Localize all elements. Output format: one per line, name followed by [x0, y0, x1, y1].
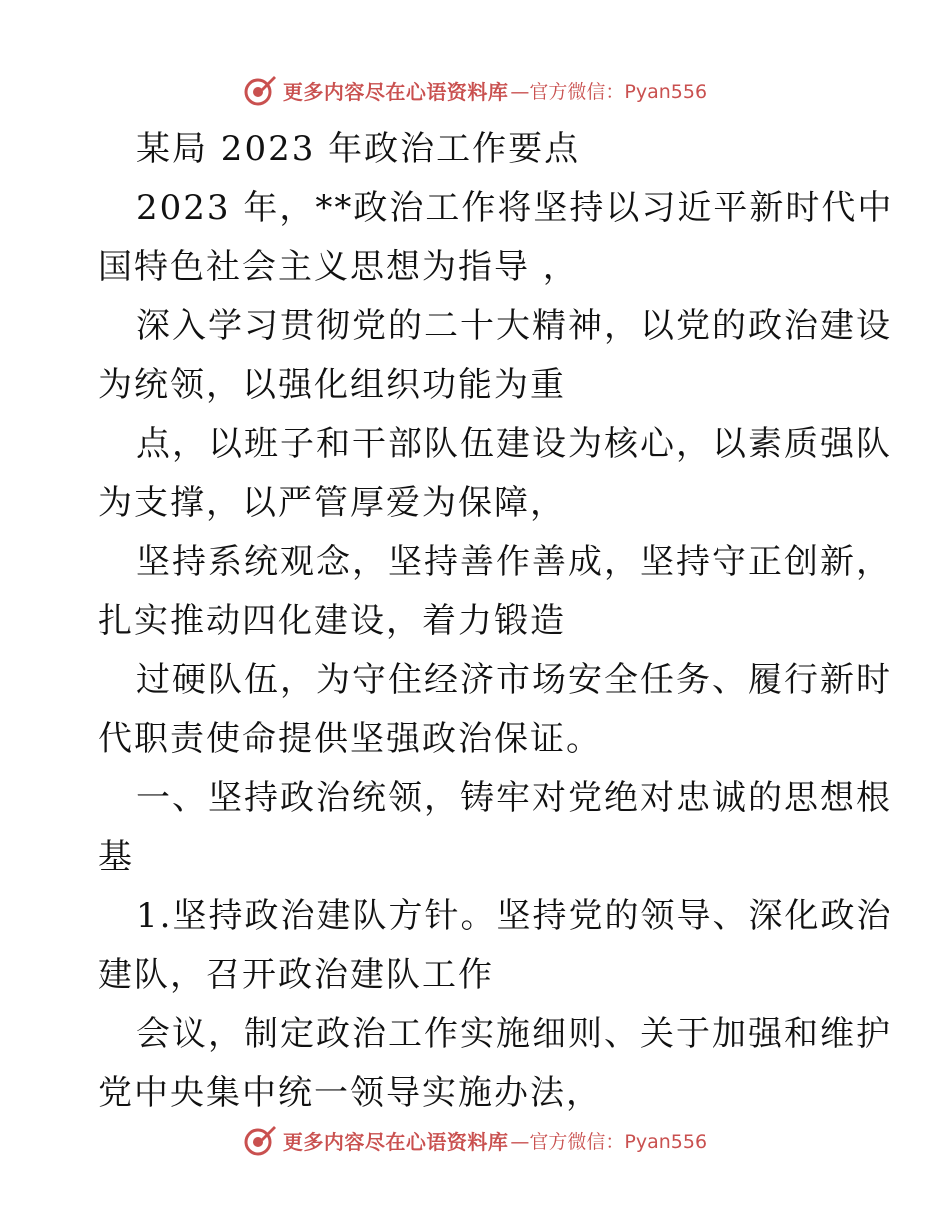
- body-text-line: 代职责使命提供坚强政治保证。: [98, 719, 602, 759]
- document-title: 某局 2023 年政治工作要点: [136, 129, 581, 169]
- body-text-line: 为支撑，以严管厚爱为保障，: [98, 483, 566, 523]
- body-text-line: 一、坚持政治统领，铸牢对党绝对忠诚的思想根: [136, 778, 892, 818]
- body-text-line: 扎实推动四化建设，着力锻造: [98, 601, 566, 641]
- body-text-line: 过硬队伍，为守住经济市场安全任务、履行新时: [136, 660, 892, 700]
- body-text-line: 建队，召开政治建队工作: [98, 955, 494, 995]
- body-text-line: 党中央集中统一领导实施办法，: [98, 1073, 602, 1113]
- body-text-line: 会议，制定政治工作实施细则、关于加强和维护: [136, 1014, 892, 1054]
- watermark-main-text: 更多内容尽在心语资料库: [282, 79, 509, 104]
- body-text-line: 坚持系统观念，坚持善作善成，坚持守正创新，: [136, 542, 892, 582]
- body-text-line: 2023 年，**政治工作将坚持以习近平新时代中: [136, 188, 894, 228]
- body-text-line: 国特色社会主义思想为指导 ，: [98, 247, 579, 287]
- body-text-line: 基: [98, 837, 134, 877]
- body-text-line: 为统领，以强化组织功能为重: [98, 365, 566, 405]
- watermark-header: [0, 70, 950, 110]
- document-body: [98, 120, 894, 1123]
- body-text-line: 点，以班子和干部队伍建设为核心，以素质强队: [136, 424, 892, 464]
- watermark-suffix-text: —官方微信：Pyan556: [510, 80, 708, 103]
- body-text-line: 深入学习贯彻党的二十大精神，以党的政治建设: [136, 306, 892, 346]
- watermark-main-text: 更多内容尽在心语资料库: [282, 1129, 509, 1154]
- watermark-suffix-text: —官方微信：Pyan556: [510, 1130, 708, 1153]
- pen-logo-icon: [243, 1123, 277, 1157]
- body-text-line: 1.坚持政治建队方针。坚持党的领导、深化政治: [136, 896, 893, 936]
- watermark-footer: [0, 1120, 950, 1160]
- pen-logo-icon: [243, 73, 277, 107]
